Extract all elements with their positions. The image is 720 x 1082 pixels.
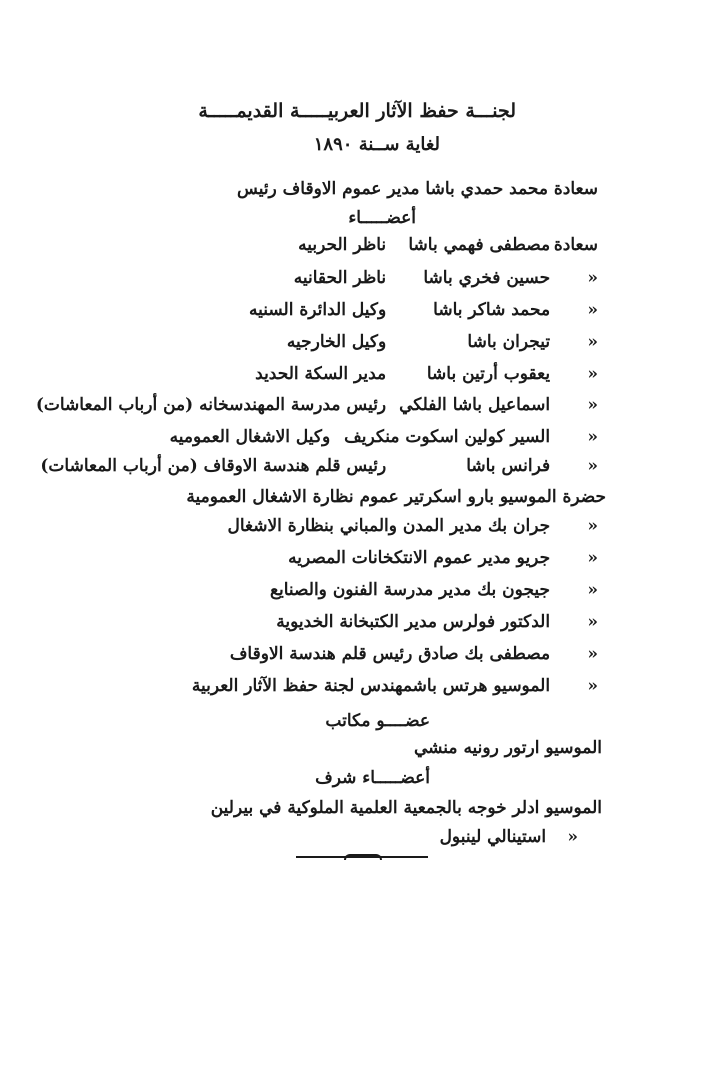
member-role: وكيل الاشغال العموميه bbox=[169, 427, 331, 447]
member-row bbox=[298, 234, 598, 256]
hazrat-member-text: الموسيو هرتس باشمهندس لجنة حفظ الآثار العربية bbox=[191, 676, 551, 696]
hazrat-member-row bbox=[227, 515, 598, 537]
member-row bbox=[170, 426, 598, 448]
member-marker: « bbox=[587, 332, 598, 352]
member-row bbox=[287, 331, 598, 353]
member-role: رئيس قلم هندسة الاوقاف (من أرباب المعاشات) bbox=[40, 456, 387, 476]
member-name: مصطفى فهمي باشا bbox=[408, 235, 551, 255]
hazrat-marker: « bbox=[587, 612, 598, 632]
hazrat-member-row bbox=[288, 547, 598, 569]
member-row bbox=[255, 363, 598, 385]
member-role: مدير السكة الحديد bbox=[255, 364, 387, 384]
member-role: ناظر الحقانيه bbox=[293, 268, 387, 288]
hazrat-line: حضرة الموسيو بارو اسكرتير عموم نظارة الاشغال العمومية bbox=[186, 487, 606, 507]
member-name: اسماعيل باشا الفلكي bbox=[399, 395, 551, 415]
member-role: وكيل الخارجيه bbox=[286, 332, 387, 352]
hazrat-member-row bbox=[192, 675, 598, 697]
member-row bbox=[36, 394, 598, 416]
member-name: السير كولين اسكوت منكريف bbox=[344, 427, 551, 447]
closing-ornament-rule bbox=[296, 856, 428, 858]
member-marker: سعادة bbox=[553, 235, 598, 255]
corresponding-heading: عضــــو مكاتب bbox=[325, 711, 430, 731]
member-marker: « bbox=[587, 364, 598, 384]
member-role: وكيل الدائرة السنيه bbox=[249, 300, 387, 320]
honorary-member-text: استينالي لينبول bbox=[439, 827, 547, 847]
members-heading: أعضـــــاء bbox=[348, 208, 416, 228]
hazrat-member-row bbox=[270, 579, 598, 601]
member-role: ناظر الحربيه bbox=[298, 235, 387, 255]
hazrat-member-text: جران بك مدير المدن والمباني بنظارة الاشغال bbox=[227, 516, 551, 536]
committee-title: لجنـــة حفظ الآثار العربيـــــة القديمـــــة bbox=[198, 100, 516, 122]
hazrat-member-text: الدكتور فولرس مدير الكتبخانة الخديوية bbox=[276, 612, 551, 632]
hazrat-marker: « bbox=[587, 580, 598, 600]
hazrat-member-text: جيجون بك مدير مدرسة الفنون والصنايع bbox=[269, 580, 551, 600]
member-marker: « bbox=[587, 427, 598, 447]
hazrat-member-text: جريو مدير عموم الانتكخانات المصريه bbox=[288, 548, 551, 568]
member-row bbox=[294, 267, 598, 289]
member-marker: « bbox=[587, 456, 598, 476]
hazrat-member-row bbox=[276, 611, 598, 633]
corresponding-member: الموسيو ارتور رونيه منشي bbox=[413, 738, 602, 758]
member-marker: « bbox=[587, 268, 598, 288]
member-name: يعقوب أرتين باشا bbox=[426, 364, 551, 384]
honorary-marker: « bbox=[567, 827, 578, 847]
year-line: لغاية ســنة ١٨٩٠ bbox=[313, 134, 440, 155]
member-name: تيجران باشا bbox=[467, 332, 551, 352]
member-row bbox=[40, 455, 598, 477]
member-marker: « bbox=[587, 395, 598, 415]
hazrat-marker: « bbox=[587, 644, 598, 664]
hazrat-marker: « bbox=[587, 676, 598, 696]
hazrat-member-text: مصطفى بك صادق رئيس قلم هندسة الاوقاف bbox=[229, 644, 551, 664]
member-name: محمد شاكر باشا bbox=[433, 300, 551, 320]
hazrat-marker: « bbox=[587, 548, 598, 568]
honorary-member-row bbox=[440, 826, 578, 848]
president-line: سعادة محمد حمدي باشا مدير عموم الاوقاف رئيس bbox=[237, 179, 598, 199]
honorary-member: الموسيو ادلر خوجه بالجمعية العلمية الملوكية في بيرلين bbox=[210, 798, 602, 818]
member-name: حسين فخري باشا bbox=[423, 268, 551, 288]
member-marker: « bbox=[587, 300, 598, 320]
hazrat-member-row bbox=[230, 643, 598, 665]
hazrat-marker: « bbox=[587, 516, 598, 536]
member-role: رئيس مدرسة المهندسخانه (من أرباب المعاشات) bbox=[35, 395, 387, 415]
member-row bbox=[249, 299, 598, 321]
member-name: فرانس باشا bbox=[466, 456, 551, 476]
honorary-heading: أعضـــــاء شرف bbox=[315, 768, 430, 788]
